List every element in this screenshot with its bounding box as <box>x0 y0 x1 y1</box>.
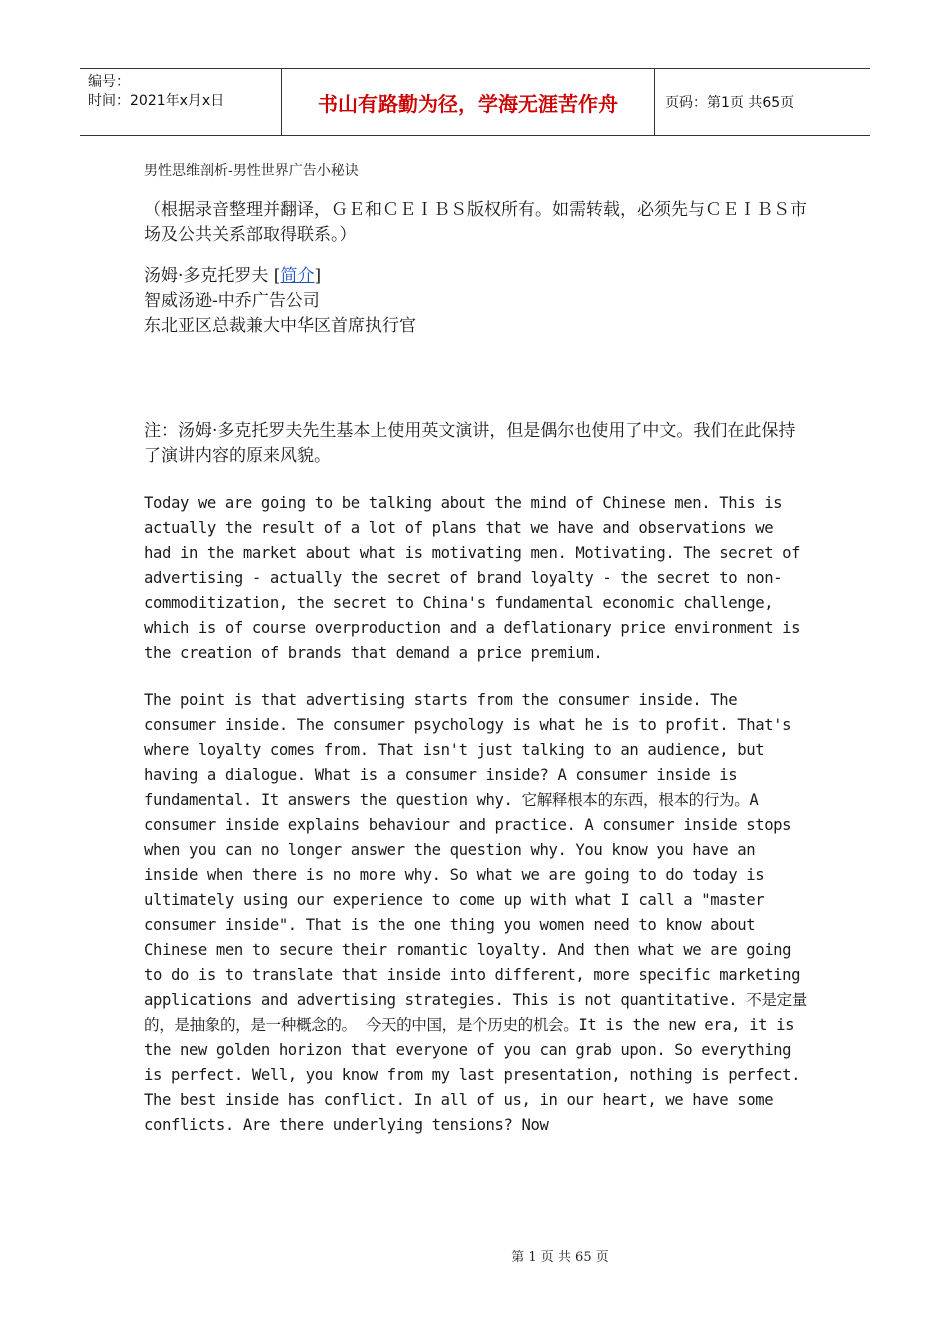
author-name: 汤姆·多克托罗夫 <box>144 266 269 286</box>
document-body <box>144 158 809 1138</box>
page-header <box>80 68 870 136</box>
author-block <box>144 264 809 339</box>
translation-note: 注：汤姆·多克托罗夫先生基本上使用英文演讲，但是偶尔也使用了中文。我们在此保持了演讲内容的原来风貌。 <box>144 421 796 466</box>
bio-link[interactable]: 简介 <box>280 266 315 286</box>
copyright-notice: （根据录音整理并翻译，ＧＥ和ＣＥＩＢＳ版权所有。如需转载，必须先与ＣＥＩＢＳ市场及公共关系部取得联系。） <box>144 200 807 245</box>
author-line <box>144 264 809 289</box>
author-position: 东北亚区总裁兼大中华区首席执行官 <box>144 316 416 336</box>
bracket-close: ] <box>314 266 322 286</box>
time-label: 时间：2021年x月x日 <box>88 93 225 109</box>
document-title: 男性思维剖析-男性世界广告小秘诀 <box>144 163 359 179</box>
header-motto: 书山有路勤为径，学海无涯苦作舟 <box>282 69 655 135</box>
header-page-info: 页码：第1页 共65页 <box>665 95 795 111</box>
author-company: 智威汤逊-中乔广告公司 <box>144 291 320 311</box>
header-meta <box>80 69 282 135</box>
number-label: 编号： <box>88 74 130 90</box>
bracket-open: [ <box>268 266 281 286</box>
page-footer: 第 1 页 共 65 页 <box>511 1250 609 1265</box>
paragraph-1: Today we are going to be talking about the mind of Chinese men. This is actually the result of a lot of plans that we have and observations we had in the market about what is motivating men. Motivating. The secret of advertising - actually the secret of brand loyalty - the secret to non-commoditization, the secret to China's fundamental economic challenge, which is of course overproduction and a deflationary price environment is the creation of brands that demand a price premium. <box>144 494 810 662</box>
paragraph-2: The point is that advertising starts from the consumer inside. The consumer inside. The consumer psychology is what he is to profit. That's where loyalty comes from. That isn't just talking to an audience, but having a dialogue. What is a consumer inside? A consumer inside is fundamental. It answers the question why. 它解释根本的东西，根本的行为。A consumer inside explains behaviour and practice. A consumer inside stops when you can no longer answer the question why. You know you have an inside when there is no more why. So what we are going to do today is ultimately using our experience to come up with what I call a "master consumer inside". That is the one thing you women need to know about Chinese men to secure their romantic loyalty. And then what we are going to do is to translate that inside into different, more specific marketing applications and advertising strategies. This is not quantitative. 不是定量的，是抽象的，是一种概念的。 今天的中国，是个历史的机会。It is the new era, it is the new golden horizon that everyone of you can grab upon. So everything is perfect. Well, you know from my last presentation, nothing is perfect. The best inside has conflict. In all of us, in our heart, we have some conflicts. Are there underlying tensions? Now <box>144 691 810 1134</box>
